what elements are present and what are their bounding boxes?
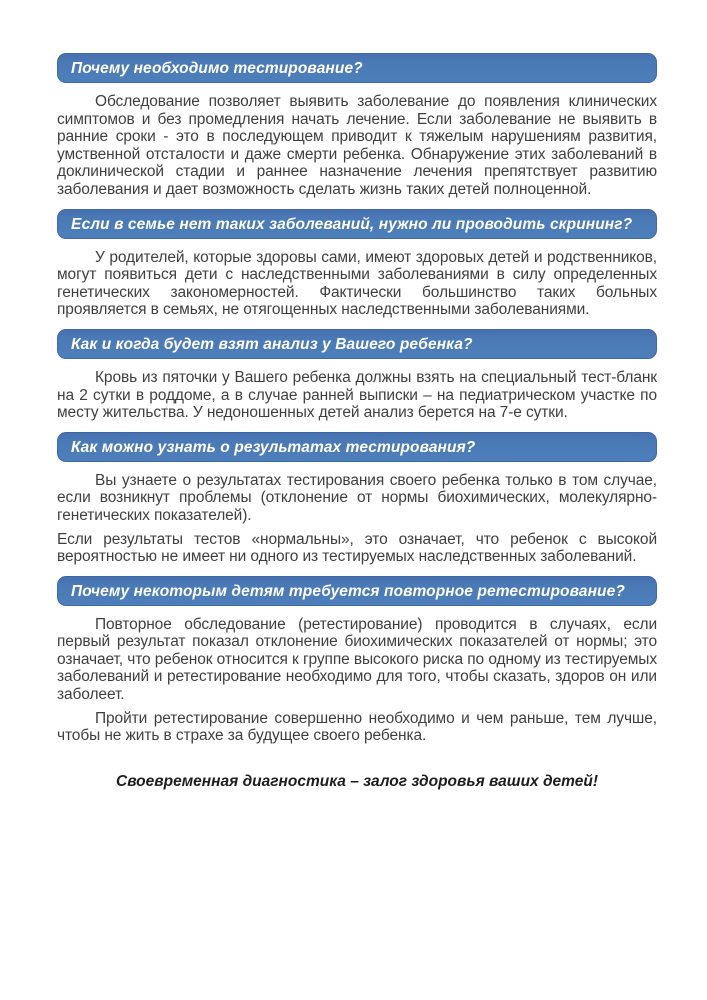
paragraph: Если результаты тестов «нормальны», это означает, что ребенок с высокой вероятностью не имеет ни одного из тестируемых наследственных заболеваний. <box>57 530 657 566</box>
paragraph: Обследование позволяет выявить заболевание до появления клинических симптомов и без промедления начать лечение. Если заболевание не выявить в ранние сроки - это в последующем приводит к тяжелым нарушениям развития, умственной отсталости и даже смерти ребенка. Обнаружение этих заболеваний в доклинической стадии и раннее назначение лечения препятствует развитию заболевания и дает возможность сделать жизнь таких детей полноценной. <box>57 93 657 198</box>
tagline: Своевременная диагностика – залог здоровья ваших детей! <box>116 772 598 790</box>
paragraph: Повторное обследование (ретестирование) проводится в случаях, если первый результат показал отклонение биохимических показателей от нормы; это означает, что ребенок относится к группе высокого риска по одному из тестируемых заболеваний и ретестирование необходимо для того, чтобы сказать, здоров он или заболеет. <box>57 615 657 704</box>
section-body-family-screening <box>57 249 657 319</box>
section-body-why-testing <box>57 93 657 199</box>
section-heading-retesting: Почему некоторым детям требуется повторное ретестирование? <box>57 576 657 606</box>
section-heading-family-screening: Если в семье нет таких заболеваний, нужно ли проводить скрининг? <box>57 209 657 239</box>
paragraph: У родителей, которые здоровы сами, имеют здоровых детей и родственников, могут появиться дети с наследственными заболеваниями в силу определенных генетических закономерностей. Фактически большинство таких больных проявляется в семьях, не отягощенных наследственными заболеваниями. <box>57 248 657 319</box>
paragraph: Вы узнаете о результатах тестирования своего ребенка только в том случае, если возникнут проблемы (отклонение от нормы биохимических, молекулярно-генетических показателей). <box>57 471 657 524</box>
section-heading-why-testing: Почему необходимо тестирование? <box>57 53 657 83</box>
section-body-how-when-sample <box>57 369 657 422</box>
section-body-results-info <box>57 472 657 566</box>
paragraph: Пройти ретестирование совершенно необходимо и чем раньше, тем лучше, чтобы не жить в страхе за будущее своего ребенка. <box>57 709 657 745</box>
paragraph: Кровь из пяточки у Вашего ребенка должны взять на специальный тест-бланк на 2 сутки в роддоме, а в случае ранней выписки – на педиатрическом участке по месту жительства. У недоношенных детей анализ берется на 7-е сутки. <box>57 368 657 422</box>
section-heading-how-when-sample: Как и когда будет взят анализ у Вашего ребенка? <box>57 329 657 359</box>
section-heading-results-info: Как можно узнать о результатах тестирования? <box>57 432 657 462</box>
section-body-retesting <box>57 616 657 745</box>
